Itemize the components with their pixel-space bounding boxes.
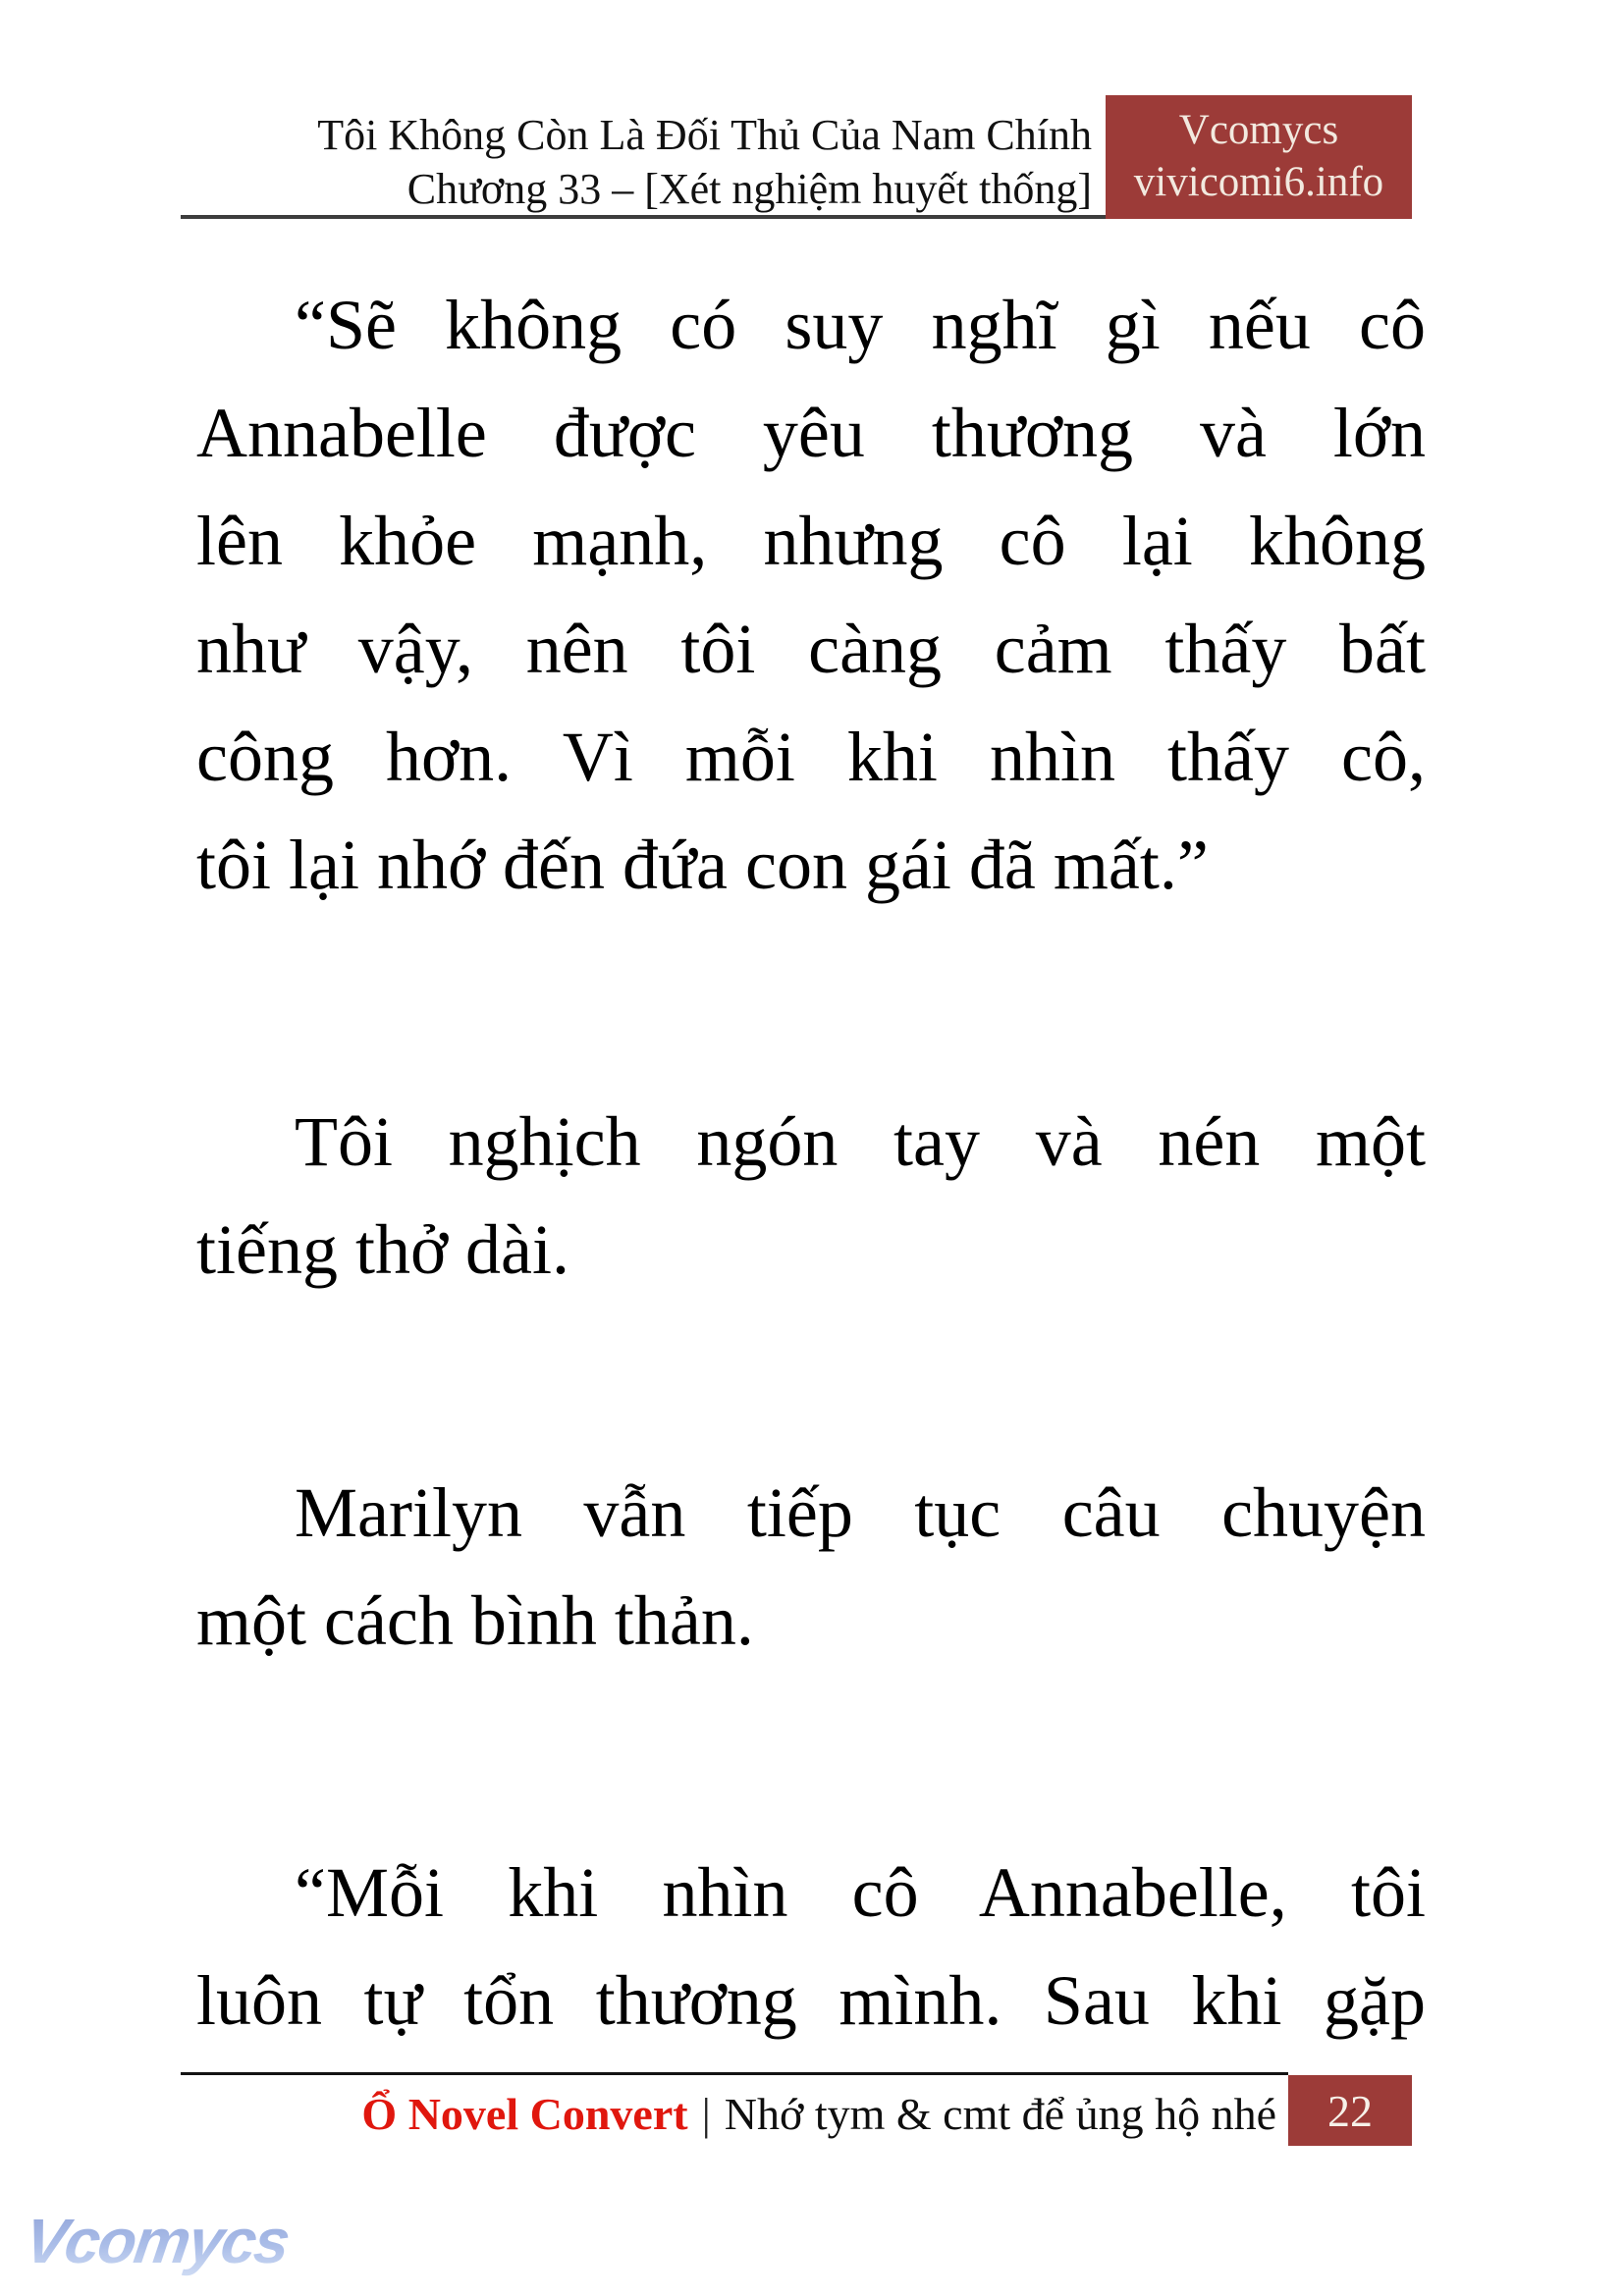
paragraph bbox=[196, 1839, 1426, 2055]
footer-brand: Ổ Novel Convert bbox=[361, 2089, 688, 2139]
body-line: tôi lại nhớ đến đứa con gái đã mất.” bbox=[196, 826, 1209, 904]
footer-note: Nhớ tym & cmt để ủng hộ nhé bbox=[724, 2089, 1276, 2139]
body-line: Annabelle được yêu thương và lớn bbox=[196, 394, 1426, 472]
vcomycs-logo: Vcomycs bbox=[20, 2206, 294, 2276]
body-line: công hơn. Vì mỗi khi nhìn thấy cô, bbox=[196, 718, 1426, 796]
page-number-badge bbox=[1288, 2075, 1412, 2146]
footer-divider bbox=[181, 2072, 1288, 2075]
translator-name: Vcomycs bbox=[1178, 107, 1339, 153]
body-line: “Mỗi khi nhìn cô Annabelle, tôi bbox=[295, 1853, 1426, 1932]
body-line: tiếng thở dài. bbox=[196, 1210, 570, 1289]
paragraph bbox=[196, 1088, 1426, 1304]
body-line: luôn tự tổn thương mình. Sau khi gặp bbox=[196, 1961, 1426, 2040]
footer-separator: | bbox=[701, 2089, 711, 2139]
paragraph bbox=[196, 1459, 1426, 1675]
body-text bbox=[196, 0, 1426, 2296]
translator-site: vivicomi6.info bbox=[1133, 159, 1384, 205]
body-line: Marilyn vẫn tiếp tục câu chuyện bbox=[295, 1473, 1426, 1552]
footer bbox=[361, 2085, 1276, 2144]
body-line: như vậy, nên tôi càng cảm thấy bất bbox=[196, 610, 1426, 688]
book-title: Tôi Không Còn Là Đối Thủ Của Nam Chính bbox=[317, 111, 1092, 159]
body-line: lên khỏe mạnh, nhưng cô lại không bbox=[196, 502, 1426, 580]
paragraph bbox=[196, 271, 1426, 919]
chapter-title: Chương 33 – [Xét nghiệm huyết thống] bbox=[406, 165, 1092, 213]
page-number: 22 bbox=[1327, 2085, 1373, 2136]
body-line: “Sẽ không có suy nghĩ gì nếu cô bbox=[295, 286, 1426, 364]
body-line: Tôi nghịch ngón tay và nén một bbox=[295, 1102, 1426, 1181]
body-line: một cách bình thản. bbox=[196, 1581, 754, 1660]
